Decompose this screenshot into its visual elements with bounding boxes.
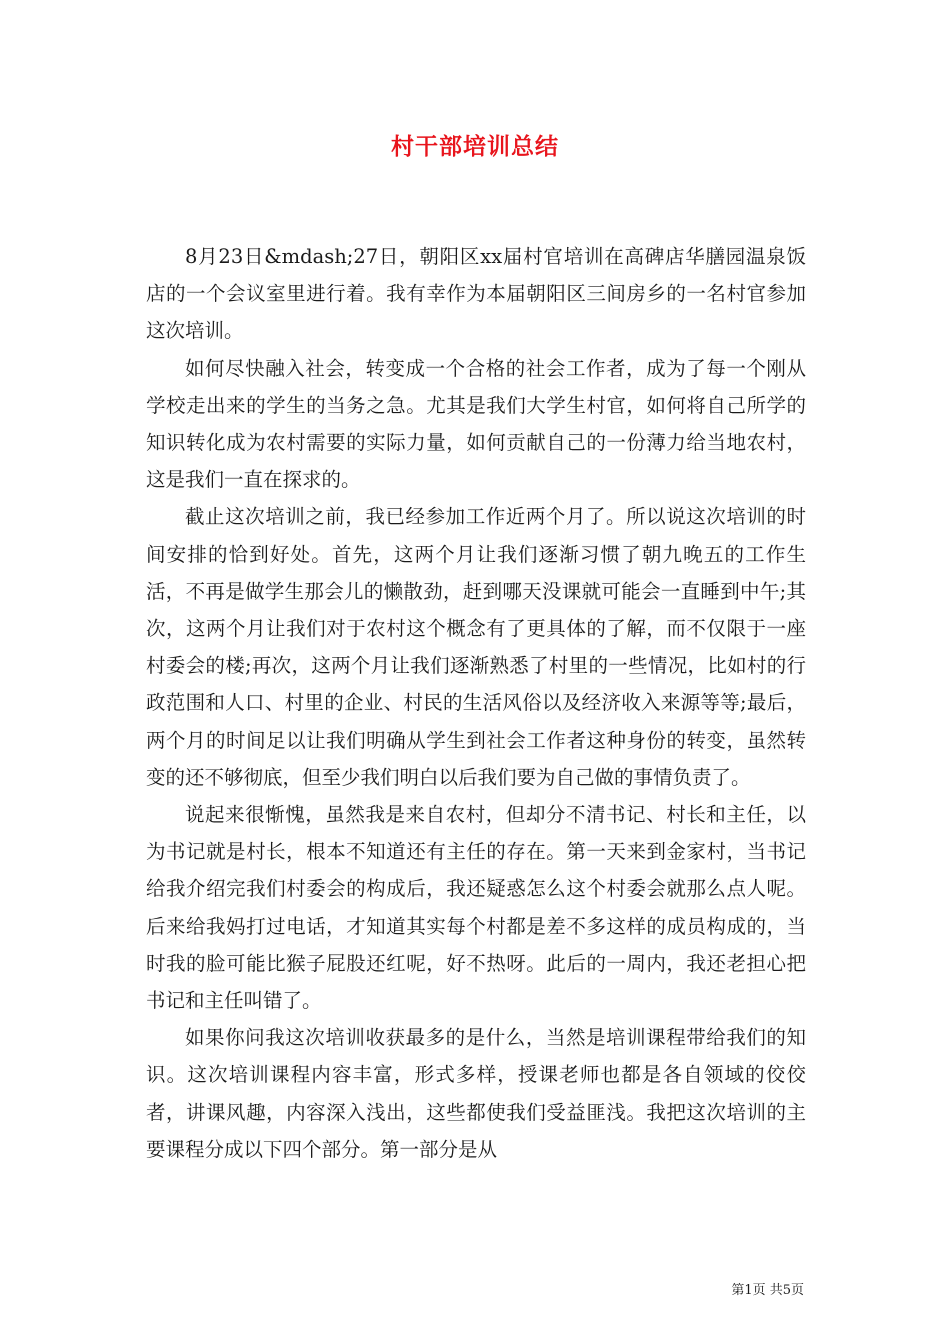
paragraph-1: 8月23日&mdash;27日，朝阳区xx届村官培训在高碑店华膳园温泉饭店的一个会议室里进行着。我有幸作为本届朝阳区三间房乡的一名村官参加这次培训。 xyxy=(146,245,806,343)
paragraph-5: 如果你问我这次培训收获最多的是什么，当然是培训课程带给我们的知识。这次培训课程内容丰富，形式多样，授课老师也都是各自领域的佼佼者，讲课风趣，内容深入浅出，这些都使我们受益匪浅。我把这次培训的主要课程分成以下四个部分。第一部分是从 xyxy=(146,1026,806,1161)
page-number-footer: 第1页 共5页 xyxy=(731,1283,804,1298)
document-body xyxy=(146,238,806,1168)
paragraph-2: 如何尽快融入社会，转变成一个合格的社会工作者，成为了每一个刚从学校走出来的学生的当务之急。尤其是我们大学生村官，如何将自己所学的知识转化成为农村需要的实际力量，如何贡献自己的一份薄力给当地农村，这是我们一直在探求的。 xyxy=(146,356,806,492)
paragraph-3: 截止这次培训之前，我已经参加工作近两个月了。所以说这次培训的时间安排的恰到好处。首先，这两个月让我们逐渐习惯了朝九晚五的工作生活，不再是做学生那会儿的懒散劲，赶到哪天没课就可能会一直睡到中午;其次，这两个月让我们对于农村这个概念有了更具体的了解，而不仅限于一座村委会的楼;再次，这两个月让我们逐渐熟悉了村里的一些情况，比如村的行政范围和人口、村里的企业、村民的生活风俗以及经济收入来源等等;最后，两个月的时间足以让我们明确从学生到社会工作者这种身份的转变，虽然转变的还不够彻底，但至少我们明白以后我们要为自己做的事情负责了。 xyxy=(146,505,806,789)
paragraph-4: 说起来很惭愧，虽然我是来自农村，但却分不清书记、村长和主任，以为书记就是村长，根本不知道还有主任的存在。第一天来到金家村，当书记给我介绍完我们村委会的构成后，我还疑惑怎么这个村委会就那么点人呢。后来给我妈打过电话，才知道其实每个村都是差不多这样的成员构成的，当时我的脸可能比猴子屁股还红呢，好不热呀。此后的一周内，我还老担心把书记和主任叫错了。 xyxy=(146,803,806,1013)
document-title: 村干部培训总结 xyxy=(391,133,559,160)
